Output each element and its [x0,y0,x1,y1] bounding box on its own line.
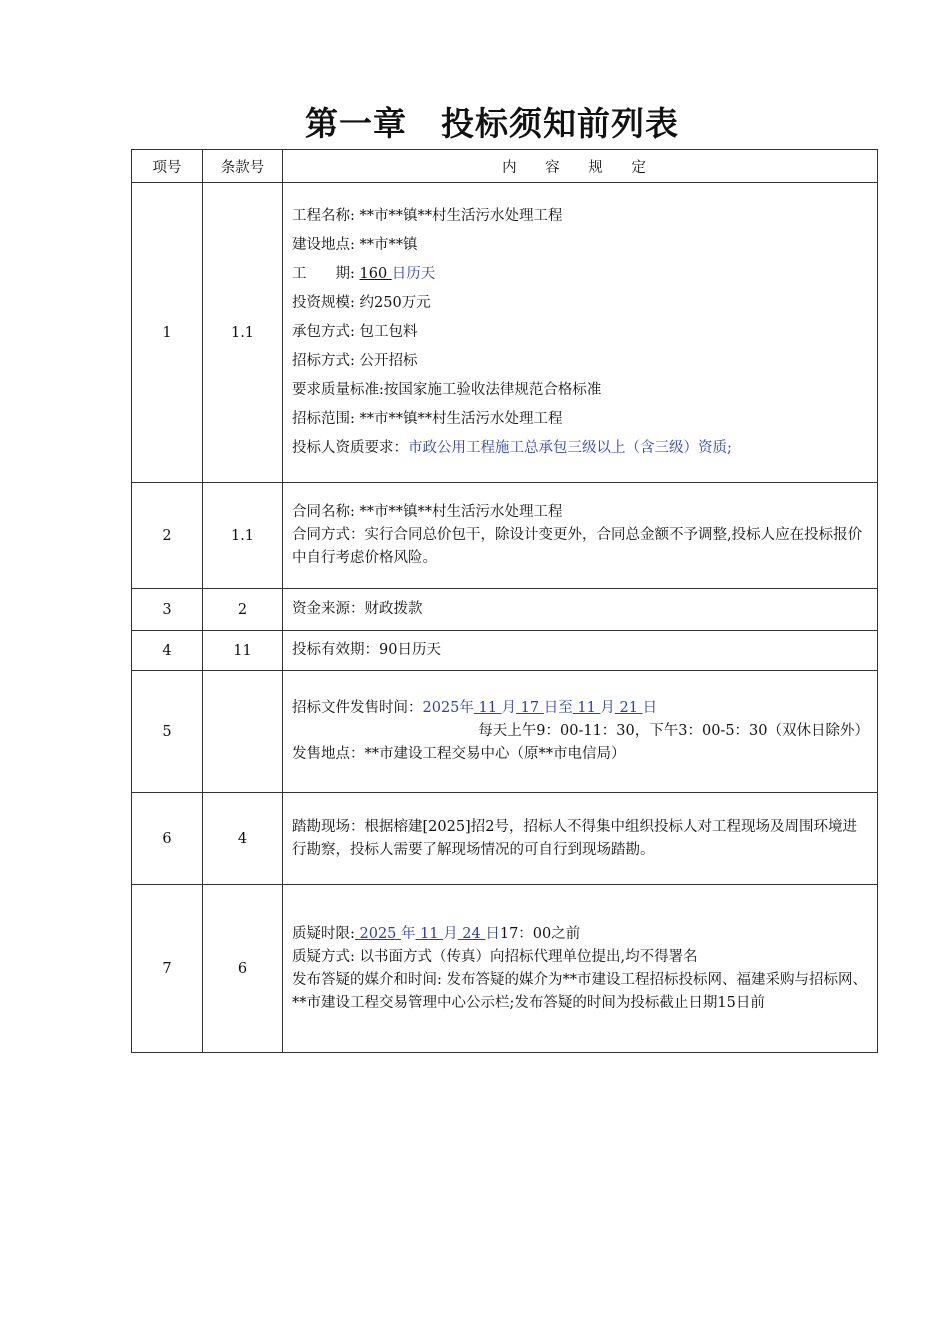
construction-location: 建设地点: **市**镇 [292,237,418,253]
table-row [132,793,878,885]
query-deadline: 质疑时限: 2025 年 11 月 24 日17：00之前 [292,925,581,942]
clause-number: 1.1 [203,483,283,589]
sale-time: 招标文件发售时间：2025年 11 月 17 日至 11 月 21 日 [292,700,658,716]
table-row [132,483,878,589]
row-content [283,671,878,793]
chapter-label: 第一章 [305,104,407,143]
clause-number: 1.1 [203,183,283,483]
table-row [132,631,878,671]
clause-number: 6 [203,885,283,1053]
row-content [283,885,878,1053]
construction-period: 工 期: 160 日历天 [292,266,436,282]
clause-number: 11 [203,631,283,671]
table-row [132,183,878,483]
item-number: 4 [132,631,203,671]
funding-source: 资金来源：财政拨款 [283,589,878,631]
clause-number: 2 [203,589,283,631]
item-number: 6 [132,793,203,885]
table-row [132,589,878,631]
header-content: 内 容 规 定 [283,150,878,183]
sale-place: 发售地点：**市建设工程交易中心（原**市电信局） [292,746,626,762]
item-number: 7 [132,885,203,1053]
chapter-title: 投标须知前列表 [441,104,679,143]
bidder-qualification: 投标人资质要求：市政公用工程施工总承包三级以上（含三级）资质; [292,440,732,456]
header-clause-no: 条款号 [203,150,283,183]
bidding-scope: 招标范围: **市**镇**村生活污水处理工程 [292,411,563,427]
item-number: 5 [132,671,203,793]
item-number: 3 [132,589,203,631]
table-row [132,885,878,1053]
clause-number: 4 [203,793,283,885]
item-number: 1 [132,183,203,483]
contract-method: 合同方式：实行合同总价包干，除设计变更外，合同总金额不予调整,投标人应在投标报价中自行考虑价格风险。 [292,527,863,566]
row-content [283,183,878,483]
bidding-mode: 招标方式: 公开招标 [292,353,418,369]
site-inspection: 踏勘现场：根据榕建[2025]招2号，招标人不得集中组织投标人对工程现场及周围环境进行勘察，投标人需要了解现场情况的可自行到现场踏勘。 [283,793,878,885]
bid-notice-table [131,149,878,1053]
page-title [0,98,950,145]
contract-mode: 承包方式: 包工包料 [292,324,418,340]
row-content [283,483,878,589]
header-item-no: 项号 [132,150,203,183]
item-number: 2 [132,483,203,589]
quality-standard: 要求质量标准:按国家施工验收法律规范合格标准 [292,382,602,398]
query-media: 发布答疑的媒介和时间: 发布答疑的媒介为**市建设工程招标投标网、福建采购与招标网、**市建设工程交易管理中心公示栏;发布答疑的时间为投标截止日期15日前 [292,971,867,1011]
table-header-row [132,150,878,183]
table-row [132,671,878,793]
query-method: 质疑方式: 以书面方式（传真）向招标代理单位提出,均不得署名 [292,948,698,965]
investment-scale: 投资规模: 约250万元 [292,295,431,311]
sale-hours: 每天上午9：00-11：30，下午3：00-5：30（双休日除外） [478,723,869,739]
project-name: 工程名称: **市**镇**村生活污水处理工程 [292,208,563,224]
clause-number [203,671,283,793]
contract-name: 合同名称: **市**镇**村生活污水处理工程 [292,504,563,520]
bid-validity: 投标有效期：90日历天 [283,631,878,671]
